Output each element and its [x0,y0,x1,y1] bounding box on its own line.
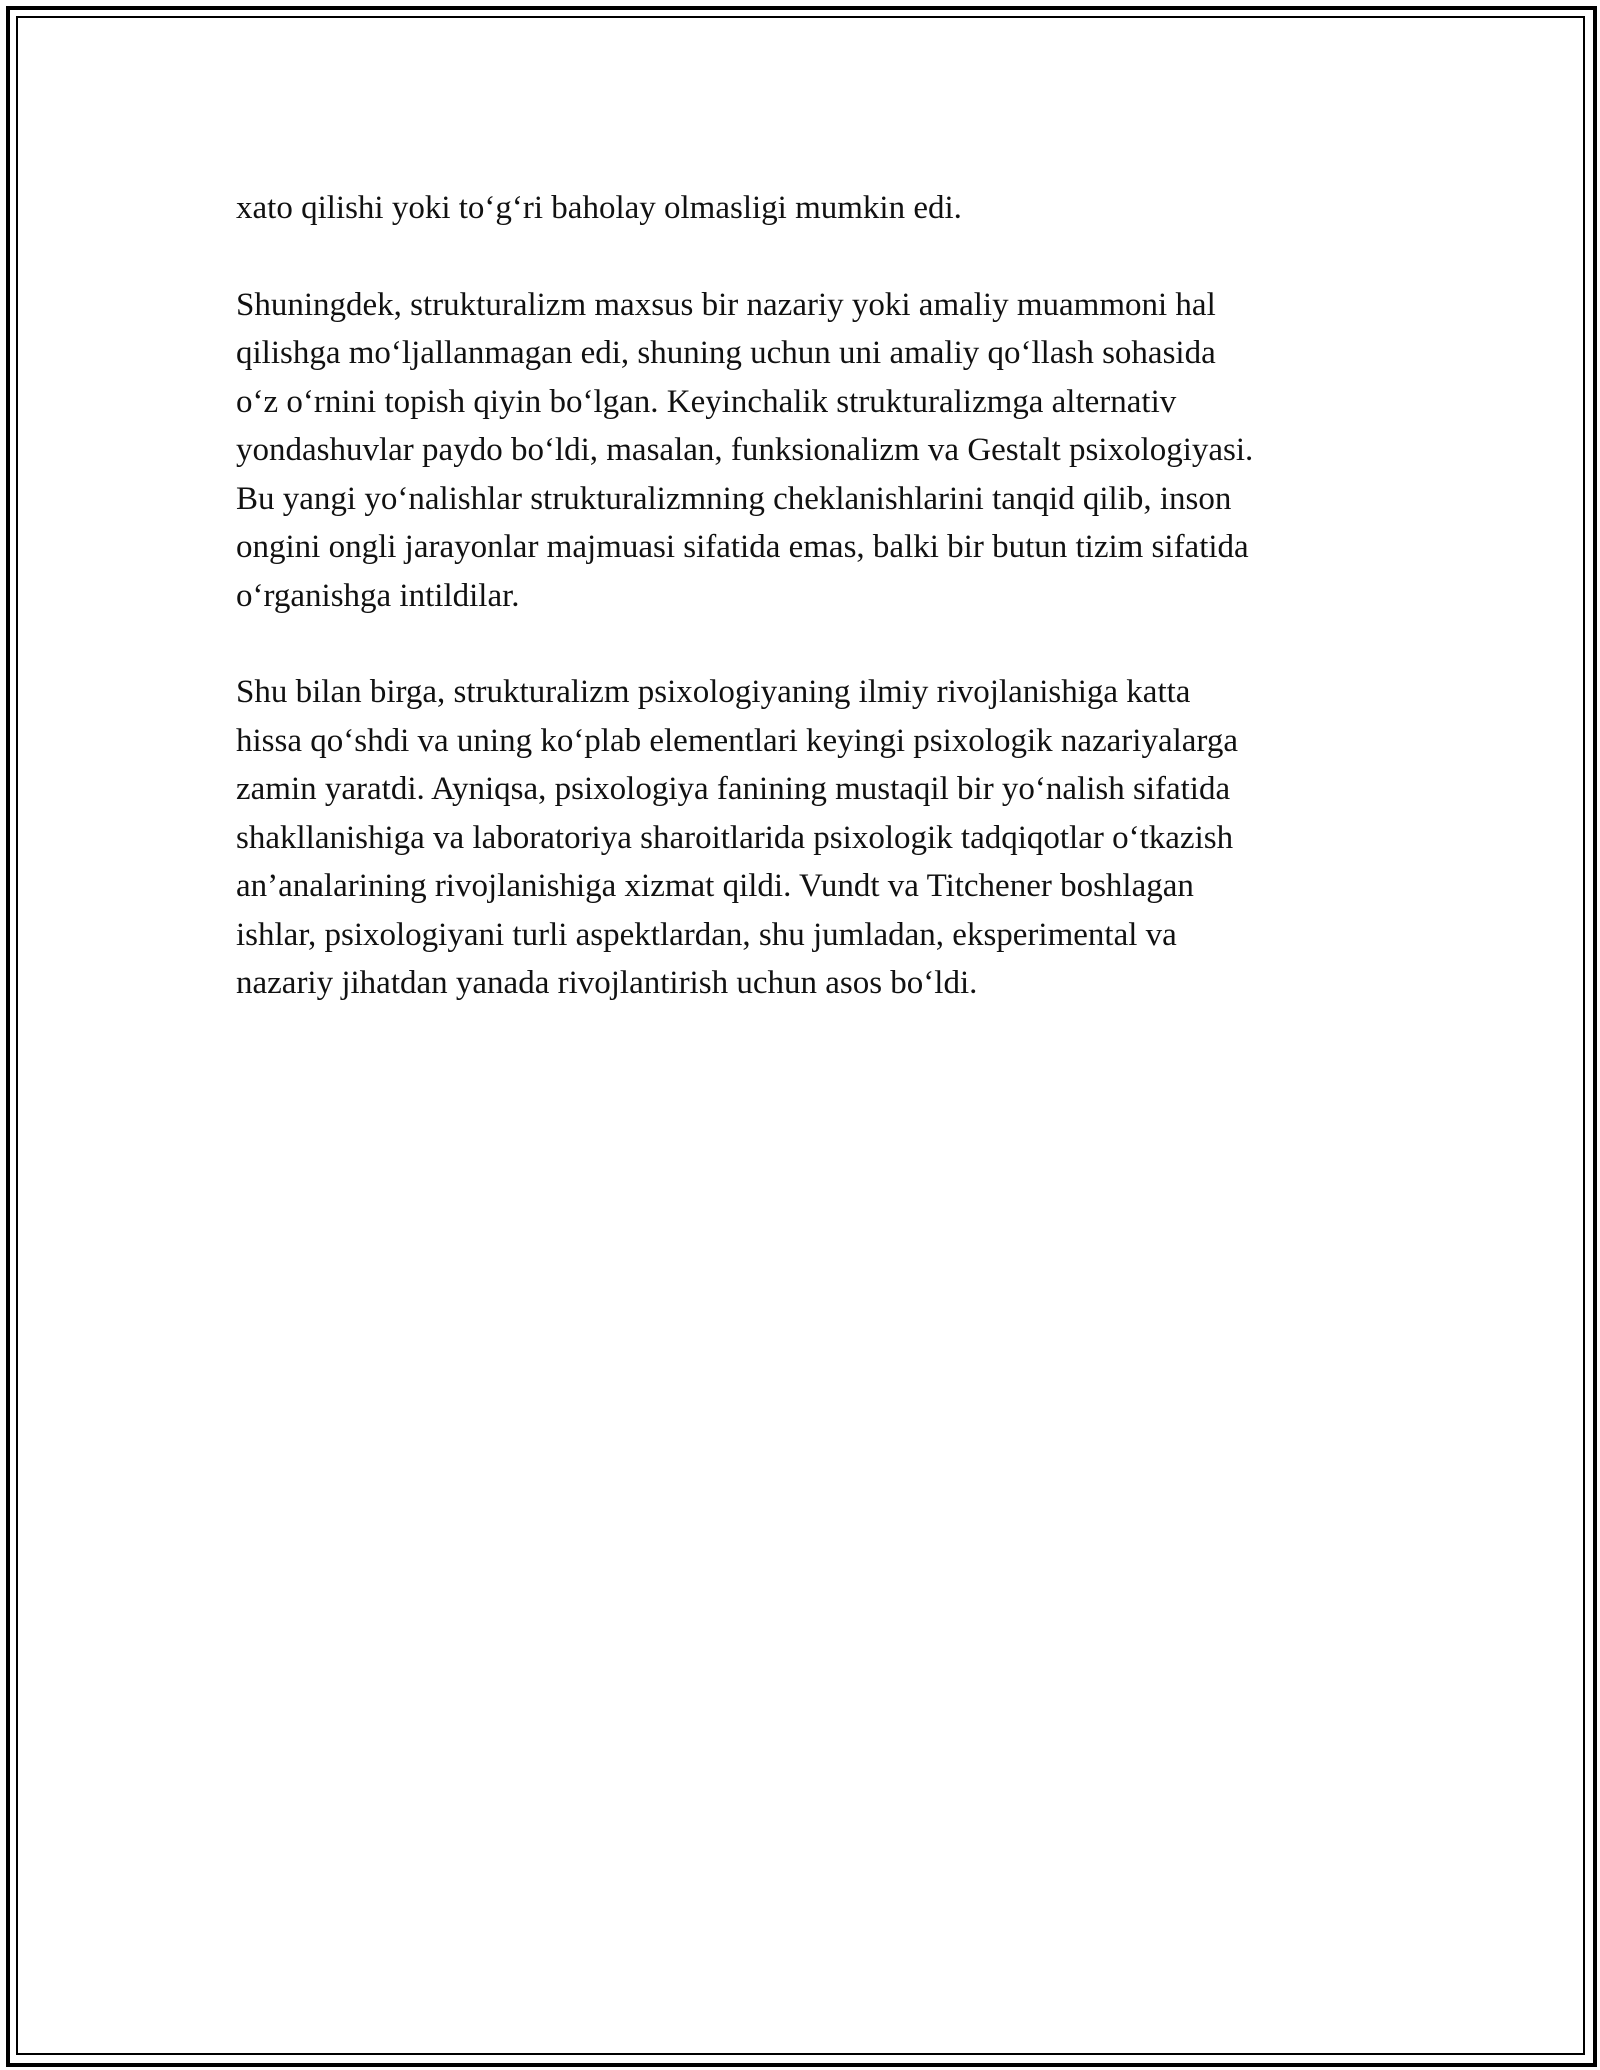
text-line: ishlar, psixologiyani turli aspektlardan, shu jumladan, eksperimental va [236,916,1177,953]
text-line: xato qilishi yoki to‘g‘ri baholay olmasligi mumkin edi. [236,190,962,226]
text-line: o‘rganishga intildilar. [236,577,520,614]
text-line: yondashuvlar paydo bo‘ldi, masalan, funksionalizm va Gestalt psixologiyasi. [236,432,1254,468]
text-line: o‘z o‘rnini topish qiyin bo‘lgan. Keyinchalik strukturalizmga alternativ [236,383,1177,420]
text-line: ongini ongli jarayonlar majmuasi sifatida emas, balki bir butun tizim sifatida [236,529,1249,565]
text-line: qilishga mo‘ljallanmagan edi, shuning uchun uni amaliy qo‘llash sohasida [236,335,1216,371]
text-line: Shu bilan birga, strukturalizm psixologiyaning ilmiy rivojlanishiga katta [236,674,1191,710]
text-line: shakllanishiga va laboratoriya sharoitlarida psixologik tadqiqotlar o‘tkazish [236,819,1234,856]
text-line: an’analarining rivojlanishiga xizmat qildi. Vundt va Titchener boshlagan [236,868,1194,904]
text-line: hissa qo‘shdi va uning ko‘plab elementlari keyingi psixologik nazariyalarga [236,722,1238,759]
document-body [236,184,1376,1056]
text-line: Shuningdek, strukturalizm maxsus bir nazariy yoki amaliy muammoni hal [236,286,1216,323]
text-line: Bu yangi yo‘nalishlar strukturalizmning cheklanishlarini tanqid qilib, inson [236,480,1232,517]
text-line: nazariy jihatdan yanada rivojlantirish uchun asos bo‘ldi. [236,965,978,1001]
paragraph-1 [236,184,1376,233]
paragraph-2 [236,281,1376,621]
paragraph-3 [236,668,1376,1008]
text-line: zamin yaratdi. Ayniqsa, psixologiya fanining mustaqil bir yo‘nalish sifatida [236,771,1231,807]
